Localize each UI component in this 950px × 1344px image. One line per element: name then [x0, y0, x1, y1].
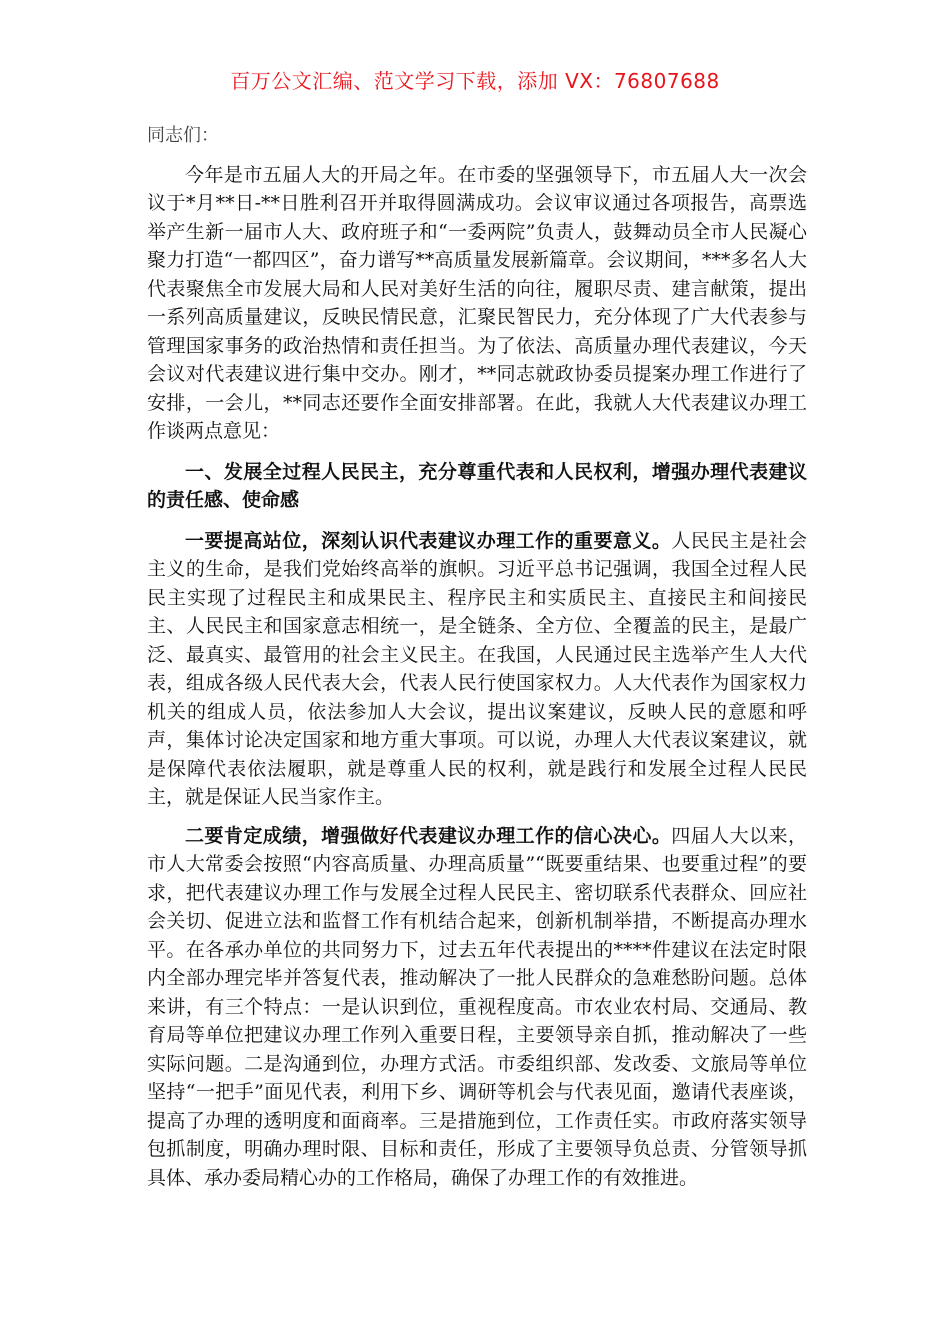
- intro-paragraph: 今年是市五届人大的开局之年。在市委的坚强领导下，市五届人大一次会议于*月**日-**日胜利召开并取得圆满成功。会议审议通过各项报告，高票选举产生新一届市人大、政府班子和“一委两院”负责人，鼓舞动员全市人民凝心聚力打造“一都四区”，奋力谱写**高质量发展新篇章。会议期间，***多名人大代表聚焦全市发展大局和人民对美好生活的向往，履职尽责、建言献策，提出一系列高质量建议，反映民情民意，汇聚民智民力，充分体现了广大代表参与管理国家事务的政治热情和责任担当。为了依法、高质量办理代表建议，今天会议对代表建议进行集中交办。刚才，**同志就政协委员提案办理工作进行了安排，一会儿，**同志还要作全面安排部署。在此，我就人大代表建议办理工作谈两点意见：: [147, 163, 807, 442]
- document-body: [147, 122, 807, 1202]
- point-1-paragraph: [147, 527, 807, 812]
- page-header: 百万公文汇编、范文学习下载，添加 VX：76807688: [230, 69, 720, 93]
- section-heading-1: 一、发展全过程人民民主，充分尊重代表和人民权利，增强办理代表建议的责任感、使命感: [147, 460, 807, 511]
- point-1-lead: 一要提高站位，深刻认识代表建议办理工作的重要意义。: [185, 529, 672, 552]
- point-2-paragraph: [147, 822, 807, 1193]
- salutation: 同志们：: [147, 125, 219, 146]
- point-2-lead: 二要肯定成绩，增强做好代表建议办理工作的信心决心。: [185, 824, 672, 847]
- point-1-body: 人民民主是社会主义的生命，是我们党始终高举的旗帜。习近平总书记强调，我国全过程人民民主实现了过程民主和成果民主、程序民主和实质民主、直接民主和间接民主、人民民主和国家意志相统一，是全链条、全方位、全覆盖的民主，是最广泛、最真实、最管用的社会主义民主。在我国，人民通过民主选举产生人大代表，组成各级人民代表大会，代表人民行使国家权力。人大代表作为国家权力机关的组成人员，依法参加人大会议，提出议案建议，反映人民的意愿和呼声，集体讨论决定国家和地方重大事项。可以说，办理人大代表议案建议，就是保障代表依法履职，就是尊重人民的权利，就是践行和发展全过程人民民主，就是保证人民当家作主。: [147, 529, 807, 808]
- point-2-body: 四届人大以来，市人大常委会按照“内容高质量、办理高质量”“既要重结果、也要重过程”的要求，把代表建议办理工作与发展全过程人民民主、密切联系代表群众、回应社会关切、促进立法和监督工作有机结合起来，创新机制举措，不断提高办理水平。在各承办单位的共同努力下，过去五年代表提出的****件建议在法定时限内全部办理完毕并答复代表，推动解决了一批人民群众的急难愁盼问题。总体来讲，有三个特点：一是认识到位，重视程度高。市农业农村局、交通局、教育局等单位把建议办理工作列入重要日程，主要领导亲自抓，推动解决了一些实际问题。二是沟通到位，办理方式活。市委组织部、发改委、文旅局等单位坚持“一把手”面见代表，利用下乡、调研等机会与代表见面，邀请代表座谈，提高了办理的透明度和面商率。三是措施到位，工作责任实。市政府落实领导包抓制度，明确办理时限、目标和责任，形成了主要领导负总责、分管领导抓具体、承办委局精心办的工作格局，确保了办理工作的有效推进。: [147, 824, 807, 1189]
